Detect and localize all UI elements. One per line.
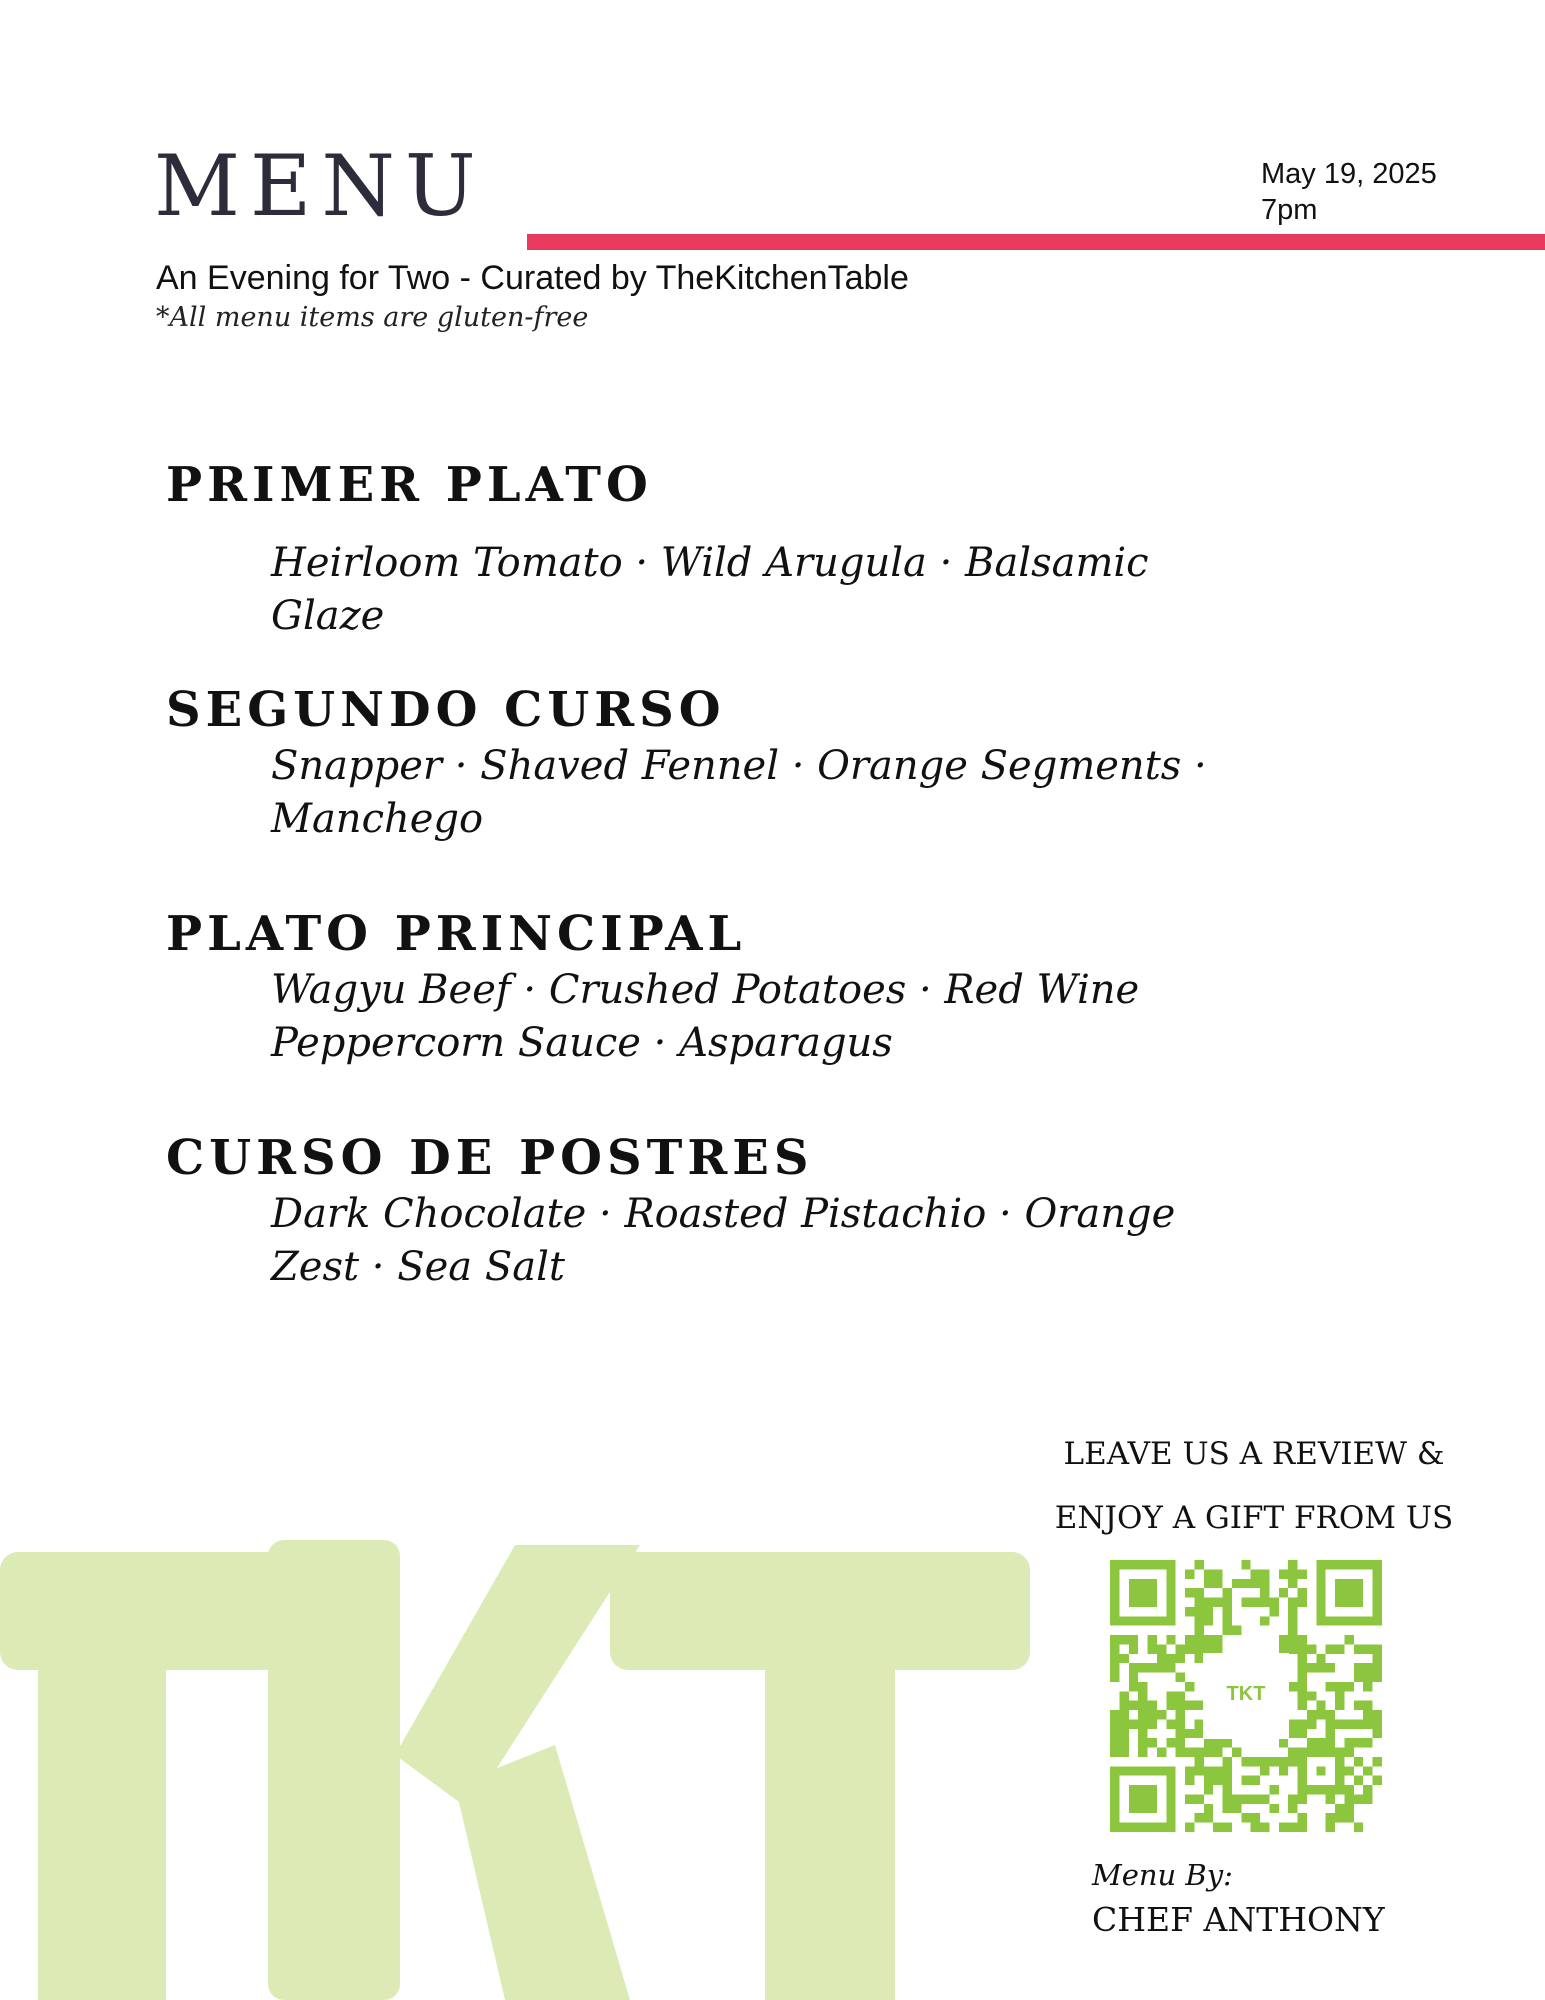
course-heading: SEGUNDO CURSO — [166, 682, 726, 738]
event-time: 7pm — [1261, 194, 1318, 226]
course-dishes: Snapper · Shaved Fennel · Orange Segments · Manchego — [271, 743, 1207, 842]
tkt-watermark — [0, 1500, 1040, 2000]
course-dishes: Dark Chocolate · Roasted Pistachio · Orange Zest · Sea Salt — [271, 1191, 1176, 1290]
review-line-1: LEAVE US A REVIEW & — [1063, 1436, 1445, 1472]
event-date: May 19, 2025 — [1261, 158, 1437, 190]
course-dishes: Heirloom Tomato · Wild Arugula · Balsamic Glaze — [271, 540, 1149, 639]
qr-logo — [1203, 1653, 1289, 1739]
chef-name: CHEF ANTHONY — [1092, 1900, 1385, 1939]
dietary-note: *All menu items are gluten-free — [156, 302, 589, 333]
course-dishes: Wagyu Beef · Crushed Potatoes · Red Wine Peppercorn Sauce · Asparagus — [271, 967, 1140, 1066]
credit-label: Menu By: — [1092, 1858, 1233, 1892]
course-segundo-curso — [166, 680, 1366, 846]
course-heading: PLATO PRINCIPAL — [166, 906, 747, 962]
course-plato-principal — [166, 904, 1366, 1070]
course-primer-plato — [166, 455, 1366, 643]
review-prompt — [1024, 1422, 1484, 1550]
course-curso-de-postres — [166, 1128, 1366, 1294]
course-heading: PRIMER PLATO — [166, 457, 653, 513]
qr-logo-text: TKT — [1226, 1683, 1266, 1705]
page-title: MENU — [154, 137, 486, 235]
course-heading: CURSO DE POSTRES — [166, 1130, 814, 1186]
event-datetime — [1261, 156, 1437, 228]
menu-subtitle: An Evening for Two - Curated by TheKitchenTable — [156, 259, 909, 297]
accent-divider — [527, 234, 1545, 250]
review-line-2: ENJOY A GIFT FROM US — [1054, 1500, 1454, 1536]
